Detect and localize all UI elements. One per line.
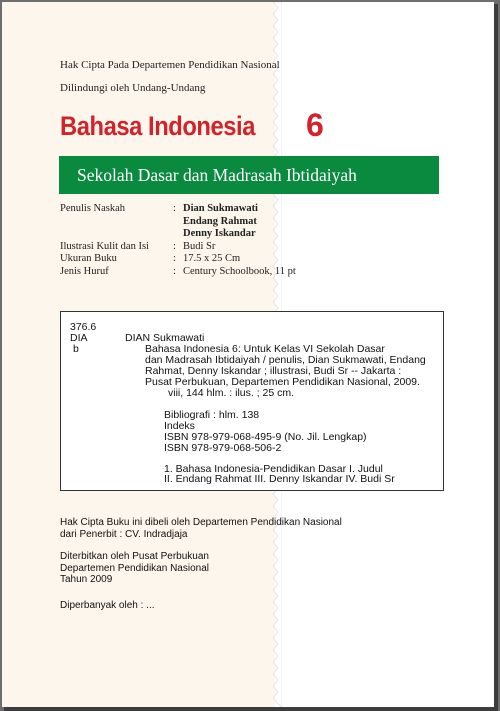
- credits-block: [60, 203, 296, 279]
- separator: :: [173, 240, 176, 252]
- class-number: 376.6: [70, 321, 97, 333]
- credit-row-font: [60, 266, 296, 279]
- credit-row-author: [60, 228, 296, 241]
- size-label: Ukuran Buku: [60, 253, 117, 265]
- credit-row-size: [60, 253, 296, 266]
- purchase-notice: Hak Cipta Buku ini dibeli oleh Departemen Pendidikan Nasional dari Penerbit : CV. Indradjaja: [60, 517, 342, 540]
- publisher-notice: Diterbitkan oleh Pusat Perbukuan Departemen Pendidikan Nasional Tahun 2009: [60, 551, 209, 585]
- font-label: Jenis Huruf: [60, 265, 109, 277]
- book-grade: 6: [306, 107, 324, 143]
- page-shadow: [494, 4, 498, 709]
- illustration-value: Budi Sr: [183, 240, 216, 252]
- separator: :: [173, 265, 176, 277]
- catalog-card: [60, 311, 444, 491]
- index-note: Indeks: [164, 420, 195, 432]
- catalog-description: Rahmat, Denny Iskandar ; illustrasi, Budi Sr -- Jakarta :: [145, 365, 402, 377]
- document-page: [2, 2, 494, 707]
- catalog-description: Bahasa Indonesia 6: Untuk Kelas VI Sekolah Dasar: [145, 343, 385, 355]
- font-value: Century Schoolbook, 11 pt: [183, 265, 296, 277]
- size-value: 17.5 x 25 Cm: [183, 253, 241, 265]
- subject-entries: II. Endang Rahmat III. Denny Iskandar IV. Budi Sr: [164, 473, 395, 485]
- copyright-notice: Hak Cipta Pada Departemen Pendidikan Nasional: [60, 59, 280, 71]
- author-name: Denny Iskandar: [183, 228, 256, 240]
- subtitle-banner: [59, 156, 439, 194]
- credit-row-author: [60, 216, 296, 229]
- title-code: b: [73, 343, 79, 355]
- separator: :: [173, 253, 176, 265]
- reproduced-by: Diperbanyak oleh : ...: [60, 600, 155, 611]
- subject-entries: 1. Bahasa Indonesia-Pendidikan Dasar I. Judul: [164, 463, 383, 475]
- isbn-complete: ISBN 978-979-068-495-9 (No. Jil. Lengkap): [164, 431, 367, 443]
- author-name: Endang Rahmat: [183, 215, 257, 227]
- book-title: Bahasa Indonesia: [60, 111, 256, 141]
- main-entry: DIAN Sukmawati: [125, 332, 205, 344]
- author-code: DIA: [70, 332, 88, 344]
- book-subtitle: Sekolah Dasar dan Madrasah Ibtidaiyah: [77, 164, 357, 185]
- illustration-label: Ilustrasi Kulit dan Isi: [60, 240, 149, 252]
- catalog-description: viii, 144 hlm. : ilus. ; 25 cm.: [168, 387, 295, 399]
- author-name: Dian Sukmawati: [183, 203, 258, 214]
- credit-row-illustration: [60, 241, 296, 254]
- catalog-description: Pusat Perbukuan, Departemen Pendidikan Nasional, 2009.: [145, 376, 420, 388]
- isbn-volume: ISBN 978-979-068-506-2: [164, 442, 282, 454]
- separator: :: [173, 203, 176, 214]
- credit-row-author: [60, 203, 296, 216]
- catalog-description: dan Madrasah Ibtidaiyah / penulis, Dian Sukmawati, Endang: [145, 354, 426, 366]
- protection-notice: Dilindungi oleh Undang-Undang: [60, 82, 206, 94]
- page-shadow: [4, 707, 498, 711]
- author-label: Penulis Naskah: [60, 203, 126, 214]
- bibliography-note: Bibliografi : hlm. 138: [164, 409, 260, 421]
